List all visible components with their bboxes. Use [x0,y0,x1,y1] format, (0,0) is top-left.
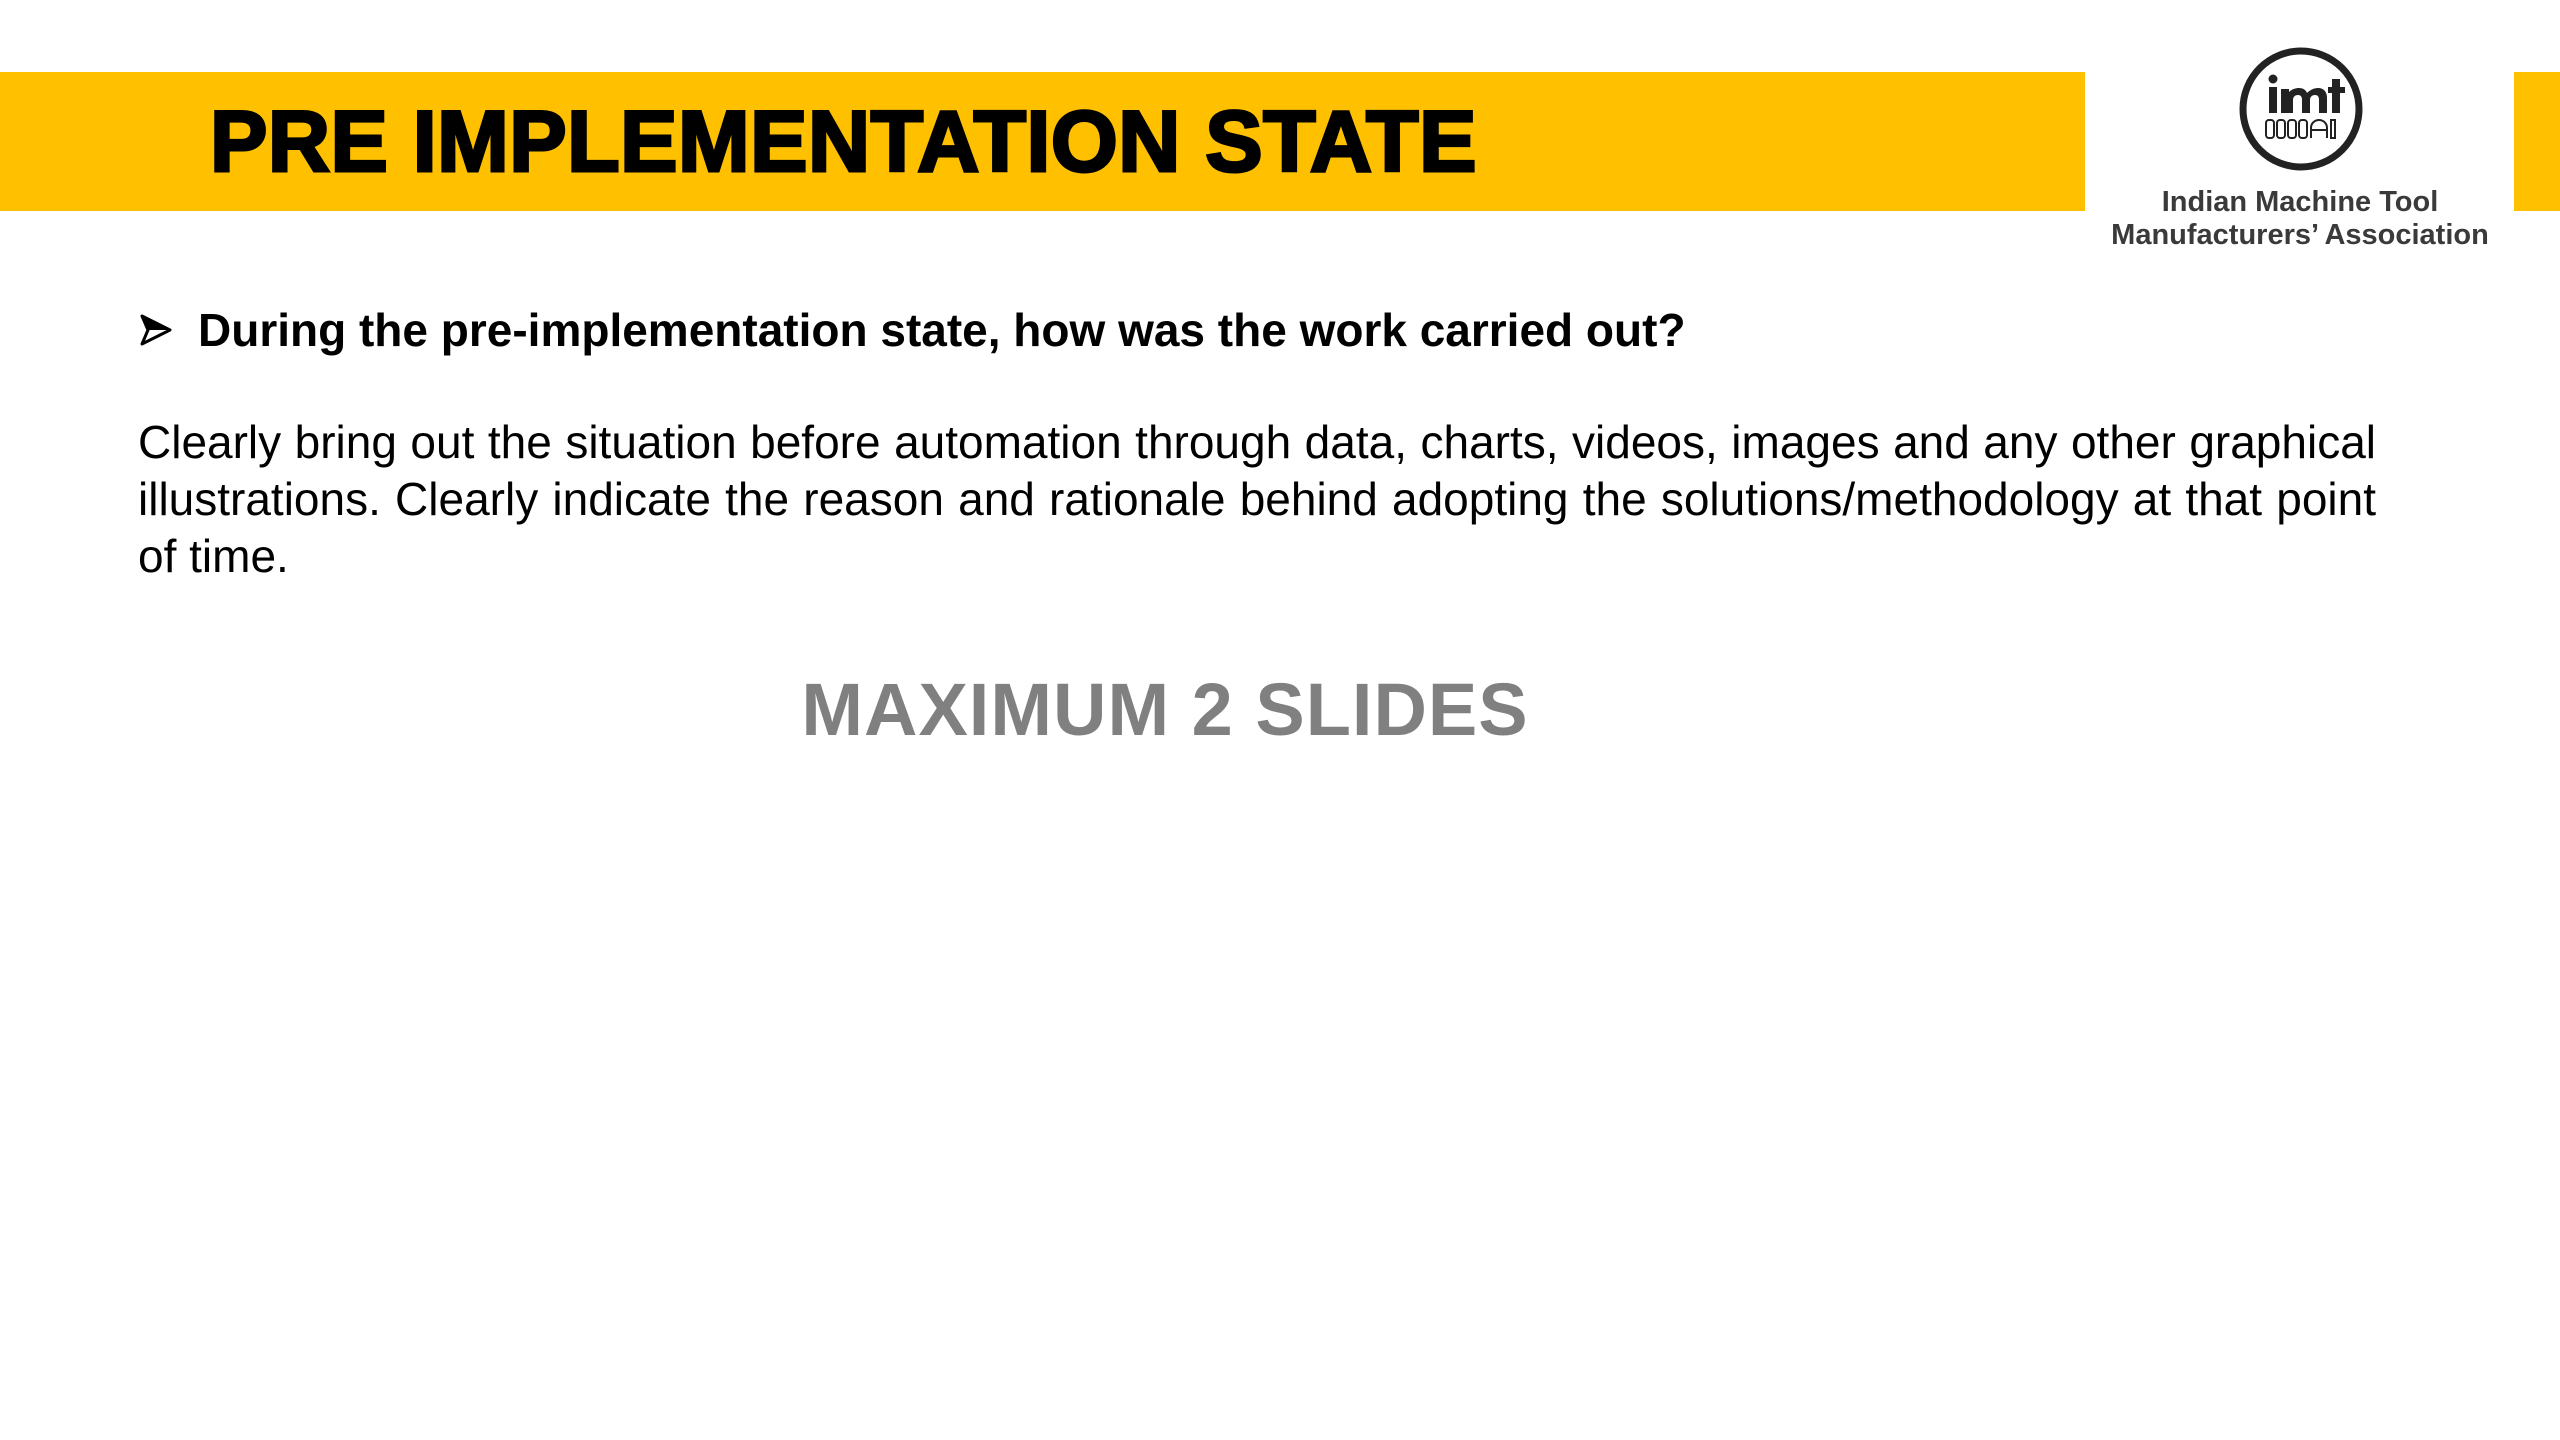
logo-caption [2100,186,2500,252]
logo-caption-line-1: Indian Machine Tool [2161,186,2439,218]
title-banner-right-segment [2514,72,2560,211]
instruction-paragraph: Clearly bring out the situation before automation through data, charts, videos, images and any other graphical illustrations. Clearly indicate the reason and rationale behind adopting the solutions/methodology at that point of time. [138,416,2376,582]
arrowhead-bullet-icon [138,312,174,348]
slide-title: PRE IMPLEMENTATION STATE [210,94,1477,190]
question-bullet [138,300,1686,360]
slide-limit-note: MAXIMUM 2 SLIDES [801,668,1529,751]
imtma-logo [2100,40,2500,260]
question-text: During the pre-implementation state, how was the work carried out? [198,304,1686,356]
imtma-logo-icon [2238,46,2364,172]
logo-caption-line-2: Manufacturers’ Association [2111,219,2489,251]
